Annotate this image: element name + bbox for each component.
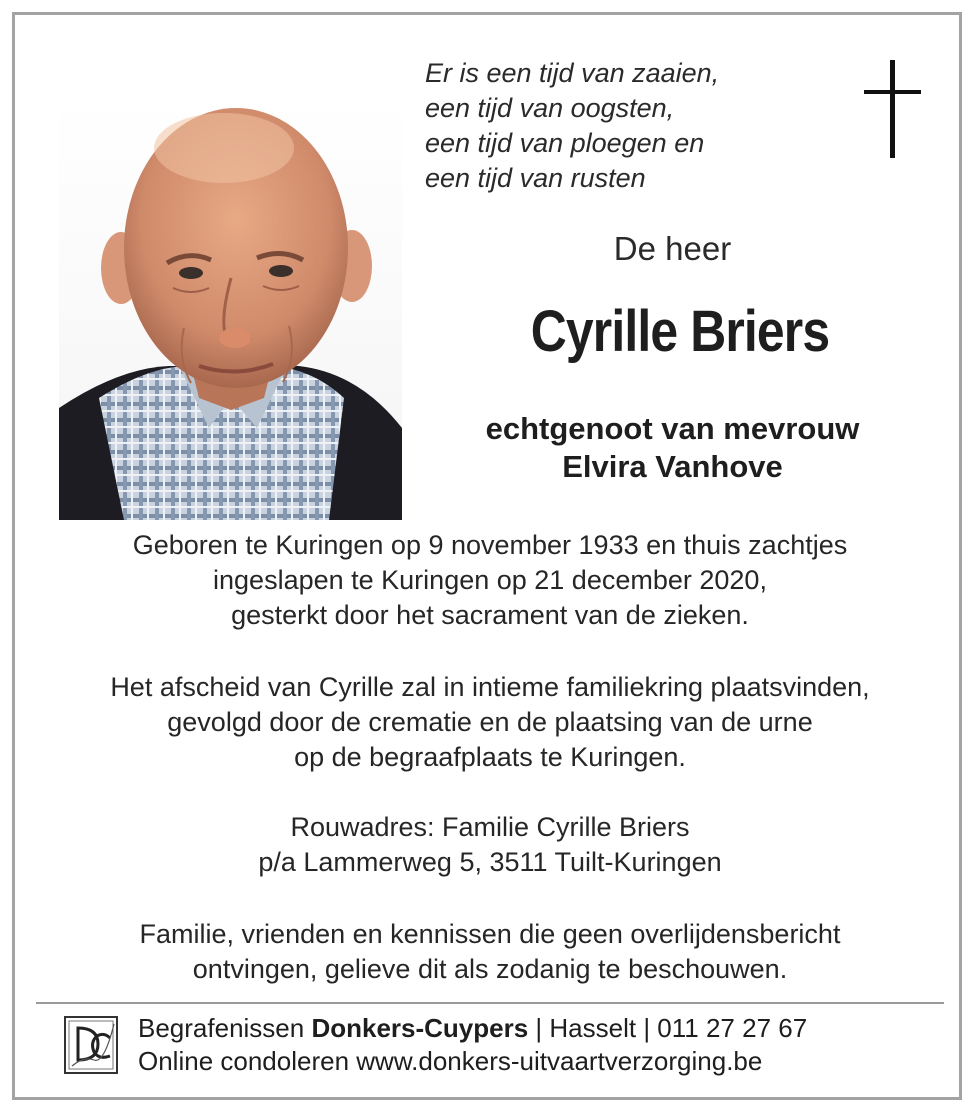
- farewell-paragraph: [30, 670, 950, 775]
- latin-cross-icon: [864, 60, 922, 165]
- poem: [425, 56, 719, 196]
- text-line: gevolgd door de crematie en de plaatsing van de urne: [167, 707, 813, 737]
- text-line: gesterkt door het sacrament van de zieken.: [231, 600, 749, 630]
- spouse-info: [420, 410, 925, 486]
- funeral-home-phone: 011 27 27 67: [657, 1013, 808, 1043]
- text-line: ontvingen, gelieve dit als zodanig te beschouwen.: [192, 954, 788, 984]
- portrait-photo: [59, 98, 402, 520]
- funeral-home-footer: [138, 1012, 807, 1078]
- text-line: Familie, vrienden en kennissen die geen overlijdensbericht: [139, 919, 841, 949]
- condolence-line: Online condoleren www.donkers-uitvaartverzorging.be: [138, 1046, 763, 1076]
- poem-line: een tijd van oogsten,: [425, 93, 675, 123]
- notice-paragraph: [30, 917, 950, 987]
- birth-death-paragraph: [30, 528, 950, 633]
- deceased-name: Cyrille Briers: [530, 299, 830, 364]
- poem-line: een tijd van rusten: [425, 163, 646, 193]
- text-line: op de begraafplaats te Kuringen.: [294, 742, 686, 772]
- poem-line: een tijd van ploegen en: [425, 128, 705, 158]
- website-link[interactable]: www.donkers-uitvaartverzorging.be: [356, 1046, 763, 1076]
- honorific-title: De heer: [613, 230, 732, 267]
- text-line: Geboren te Kuringen op 9 november 1933 en thuis zachtjes: [132, 530, 848, 560]
- poem-line: Er is een tijd van zaaien,: [425, 58, 720, 88]
- spouse-line: echtgenoot van mevrouw: [485, 411, 860, 446]
- dc-monogram-logo: [64, 1016, 120, 1081]
- text-line: Het afscheid van Cyrille zal in intieme familiekring plaatsvinden,: [110, 672, 870, 702]
- address-paragraph: [30, 810, 950, 880]
- text-line: ingeslapen te Kuringen op 21 december 2020,: [213, 565, 767, 595]
- footer-divider: [36, 1002, 944, 1004]
- text-line: Rouwadres: Familie Cyrille Briers: [290, 812, 690, 842]
- funeral-home-line: Begrafenissen Donkers-Cuypers | Hasselt | 011 27 27 67: [138, 1013, 808, 1043]
- text-line: p/a Lammerweg 5, 3511 Tuilt-Kuringen: [258, 847, 722, 877]
- funeral-home-city: Hasselt: [549, 1013, 637, 1043]
- spouse-name: Elvira Vanhove: [562, 449, 783, 484]
- funeral-home-name: Donkers-Cuypers: [311, 1013, 529, 1043]
